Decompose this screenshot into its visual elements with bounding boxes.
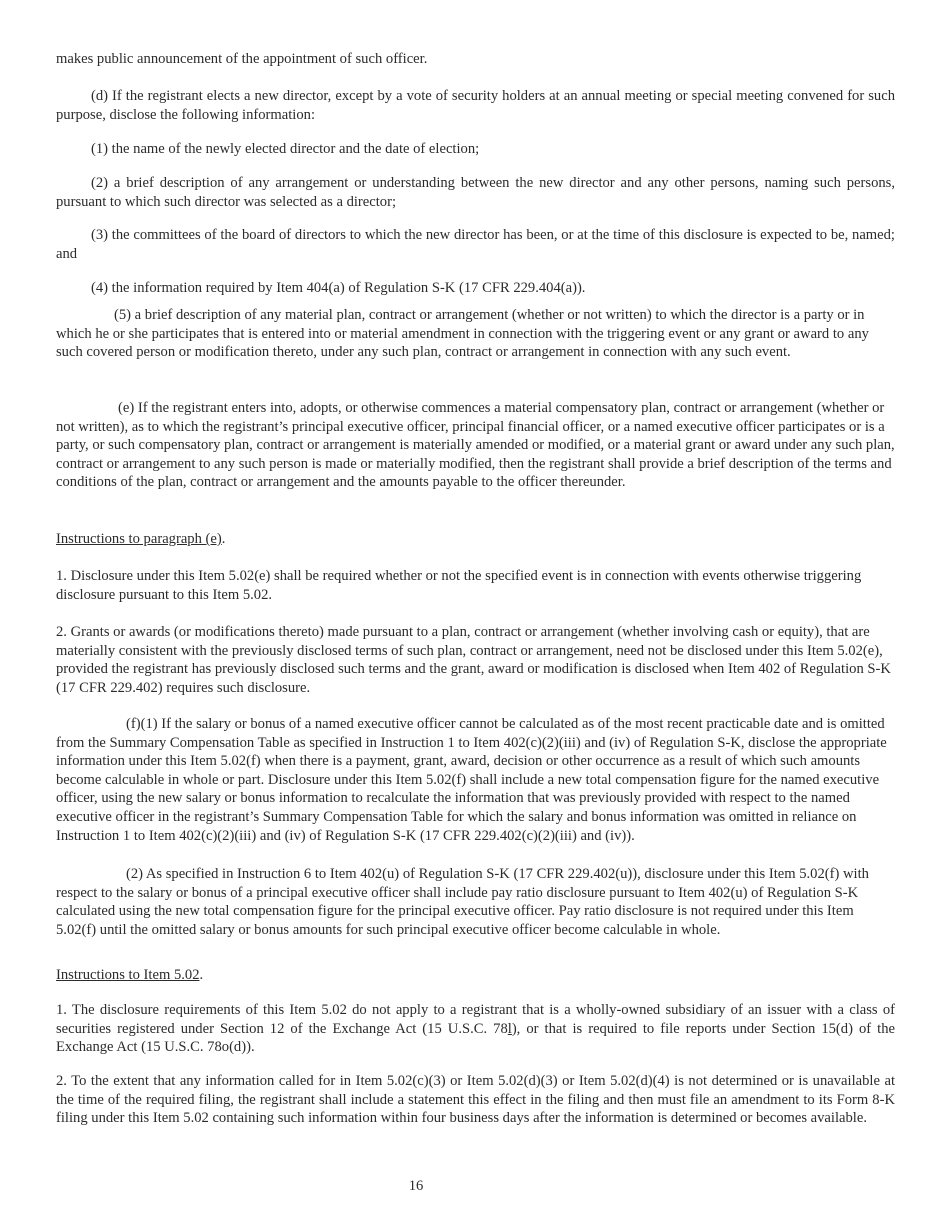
paragraph-e: (e) If the registrant enters into, adopts, or otherwise commences a material compensatory plan, contract or arrangement (whether or not written), as to which the registrant’s principal executive officer, principal financial officer, or a named executive officer participates or is a party, or such compensatory plan, contract or arrangement is materially amended or modified, or a material grant or award under any such plan, contract or arrangement to any such person is made or materially modified, then the registrant shall provide a brief description of the terms and conditions of the plan, contract or arrangement and the amounts payable to the officer thereunder. xyxy=(56,400,895,491)
paragraph-f2: (2) As specified in Instruction 6 to Item 402(u) of Regulation S-K (17 CFR 229.402(u)), disclosure under this Item 5.02(f) with respect to the salary or bonus of a principal executive officer shall include pay ratio disclosure pursuant to Item 402(u) of Regulation S-K calculated using the new total compensation figure for the principal executive officer. Pay ratio disclosure is not required under this Item 5.02(f) until the omitted salary or bonus amounts for such principal executive officer become calculable in whole. xyxy=(56,866,869,938)
paragraph-f1: (f)(1) If the salary or bonus of a named executive officer cannot be calculated as of the most recent practicable date and is omitted from the Summary Compensation Table as specified in Instruction 1 to Item 402(c)(2)(iii) and (iv) of Regulation S-K, disclose the appropriate information under this Item 5.02(f) when there is a payment, grant, award, decision or other occurrence as a result of which such amounts become calculable in whole or part. Disclosure under this Item 5.02(f) shall include a new total compensation figure for the named executive officer, using the new salary or bonus information to recalculate the information that was previously provided with respect to the named executive officer in the registrant’s Summary Compensation Table for which the salary and bonus information was omitted in reliance on Instruction 1 to Item 402(c)(2)(iii) and (iv) of Regulation S-K (17 CFR 229.402(c)(2)(iii) and (iv)). xyxy=(56,716,887,844)
paragraph-d1: (1) the name of the newly elected director and the date of election; xyxy=(91,141,480,157)
instruction-e-2: 2. Grants or awards (or modifications thereto) made pursuant to a plan, contract or arrangement (whether involving cash or equity), that are materially consistent with the previously disclosed terms of such plan, contract or arrangement, need not be disclosed under this Item 5.02(e), provided the registrant has previously disclosed such terms and the grant, award or modification is disclosed when Item 402 of Regulation S-K (17 CFR 229.402) requires such disclosure. xyxy=(56,624,891,696)
instruction-item-1 xyxy=(56,1001,895,1057)
instruction-item-1-text-b: ), or that is required to file reports under Section 15(d) of the Exchange Act (15 U.S.C. 78o(d)). xyxy=(56,1020,895,1056)
instructions-e-heading-text: Instructions to paragraph (e) xyxy=(56,531,222,547)
paragraph-d: (d) If the registrant elects a new director, except by a vote of security holders at an annual meeting or special meeting convened for such purpose, disclose the following information: xyxy=(56,88,895,123)
instructions-item-heading-text: Instructions to Item 5.02 xyxy=(56,967,200,983)
paragraph-d5: (5) a brief description of any material plan, contract or arrangement (whether or not written) to which the director is a party or in which he or she participates that is entered into or material amendment in connection with the triggering event or any grant or award to any such covered person or modification thereto, under any such plan, contract or arrangement in connection with any such event. xyxy=(56,307,869,361)
paragraph-d4: (4) the information required by Item 404(a) of Regulation S-K (17 CFR 229.404(a)). xyxy=(91,280,586,296)
paragraph-d3: (3) the committees of the board of directors to which the new director has been, or at the time of this disclosure is expected to be, named; and xyxy=(56,227,895,262)
page-number: 16 xyxy=(408,1178,424,1194)
instruction-item-2: 2. To the extent that any information called for in Item 5.02(c)(3) or Item 5.02(d)(3) or Item 5.02(d)(4) is not determined or is unavailable at the time of the required filing, the registrant shall include a statement this effect in the filing and then must file an amendment to its Form 8-K filing under this Item 5.02 containing such information within four business days after the information is determined or becomes available. xyxy=(56,1073,895,1127)
instruction-item-1-text-a: 1. The disclosure requirements of this Item 5.02 do not apply to a registrant that is a wholly-owned subsidiary of an issuer with a class of securities registered under Section 12 of the Exchange Act (15 U.S.C. 78 xyxy=(56,1002,895,1037)
instructions-item-heading xyxy=(56,966,895,985)
paragraph-announcement: makes public announcement of the appointment of such officer. xyxy=(56,51,428,67)
instruction-item-1-underlined: l xyxy=(507,1020,512,1037)
heading-period: . xyxy=(199,967,204,983)
paragraph-d2: (2) a brief description of any arrangement or understanding between the new director and any other persons, naming such persons, pursuant to which such director was selected as a director; xyxy=(56,175,895,210)
instructions-e-heading xyxy=(56,530,895,549)
instruction-e-1: 1. Disclosure under this Item 5.02(e) shall be required whether or not the specified event is in connection with events otherwise triggering disclosure pursuant to this Item 5.02. xyxy=(56,568,862,603)
heading-period: . xyxy=(221,531,226,547)
